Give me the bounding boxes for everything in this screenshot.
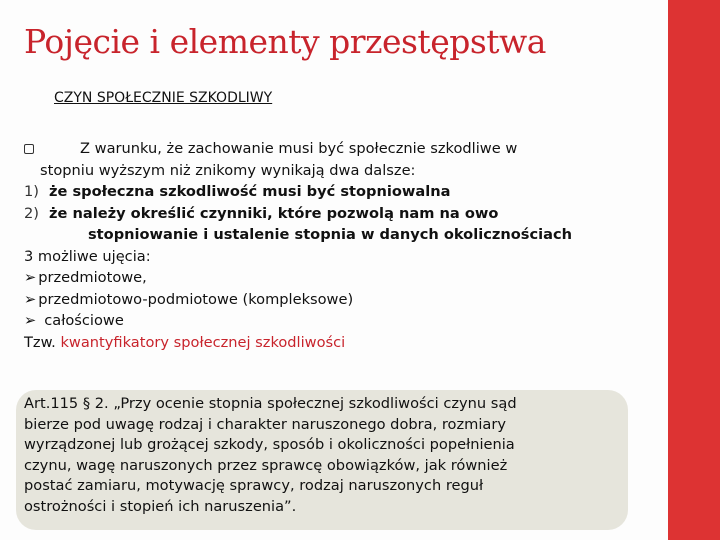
- list-item: [24, 267, 614, 289]
- quantifiers-prefix: Tzw.: [24, 333, 61, 351]
- approach-text: całościowe: [44, 312, 124, 329]
- condition-text-1: Z warunku, że zachowanie musi być społecznie szkodliwe w: [80, 140, 518, 157]
- accent-side-bar: [668, 0, 720, 540]
- arrow-bullet-icon: ➢: [24, 312, 37, 329]
- approach-text: przedmiotowe,: [38, 269, 147, 286]
- point-text: że należy określić czynniki, które pozwolą nam na owo: [48, 204, 499, 222]
- quote-line: postać zamiaru, motywację sprawcy, rodzaj naruszonych reguł: [24, 477, 484, 495]
- condition-text-2: stopniu wyższym niż znikomy wynikają dwa dalsze:: [40, 161, 416, 179]
- list-item: [24, 310, 614, 332]
- section-heading: CZYN SPOŁECZNIE SZKODLIWY: [54, 90, 273, 106]
- approaches-label: 3 możliwe ujęcia:: [24, 247, 151, 265]
- arrow-bullet-icon: ➢: [24, 269, 37, 286]
- approach-text: przedmiotowo-podmiotowe (kompleksowe): [38, 290, 354, 308]
- quote-line: ostrożności i stopień ich naruszenia”.: [24, 497, 297, 515]
- quantifiers-line: [24, 332, 614, 354]
- point-2-continuation: stopniowanie i ustalenie stopnia w danych okolicznościach: [88, 226, 573, 243]
- arrow-bullet-icon: ➢: [24, 290, 37, 308]
- quote-line: wyrządzonej lub grożącej szkody, sposób i okoliczności popełnienia: [24, 436, 515, 454]
- point-text: że społeczna szkodliwość musi być stopniowalna: [48, 183, 451, 200]
- slide-content: [24, 138, 614, 353]
- condition-line: [24, 138, 614, 160]
- slide-title: Pojęcie i elementy przestępstwa: [24, 22, 546, 61]
- article-quote: [24, 394, 624, 518]
- point-number: 1): [24, 183, 39, 200]
- point-number: 2): [24, 204, 39, 222]
- quote-line: Art.115 § 2. „Przy ocenie stopnia społecznej szkodliwości czynu sąd: [24, 395, 517, 412]
- point-1: [24, 181, 614, 203]
- quantifiers-highlight: kwantyfikatory społecznej szkodliwości: [60, 333, 346, 351]
- quote-line: czynu, wagę naruszonych przez sprawcę obowiązków, jak również: [24, 456, 508, 474]
- quote-line: bierze pod uwagę rodzaj i charakter naruszonego dobra, rozmiary: [24, 415, 506, 433]
- point-2: [24, 203, 614, 225]
- checkbox-bullet-icon: [24, 144, 34, 154]
- list-item: [24, 289, 614, 311]
